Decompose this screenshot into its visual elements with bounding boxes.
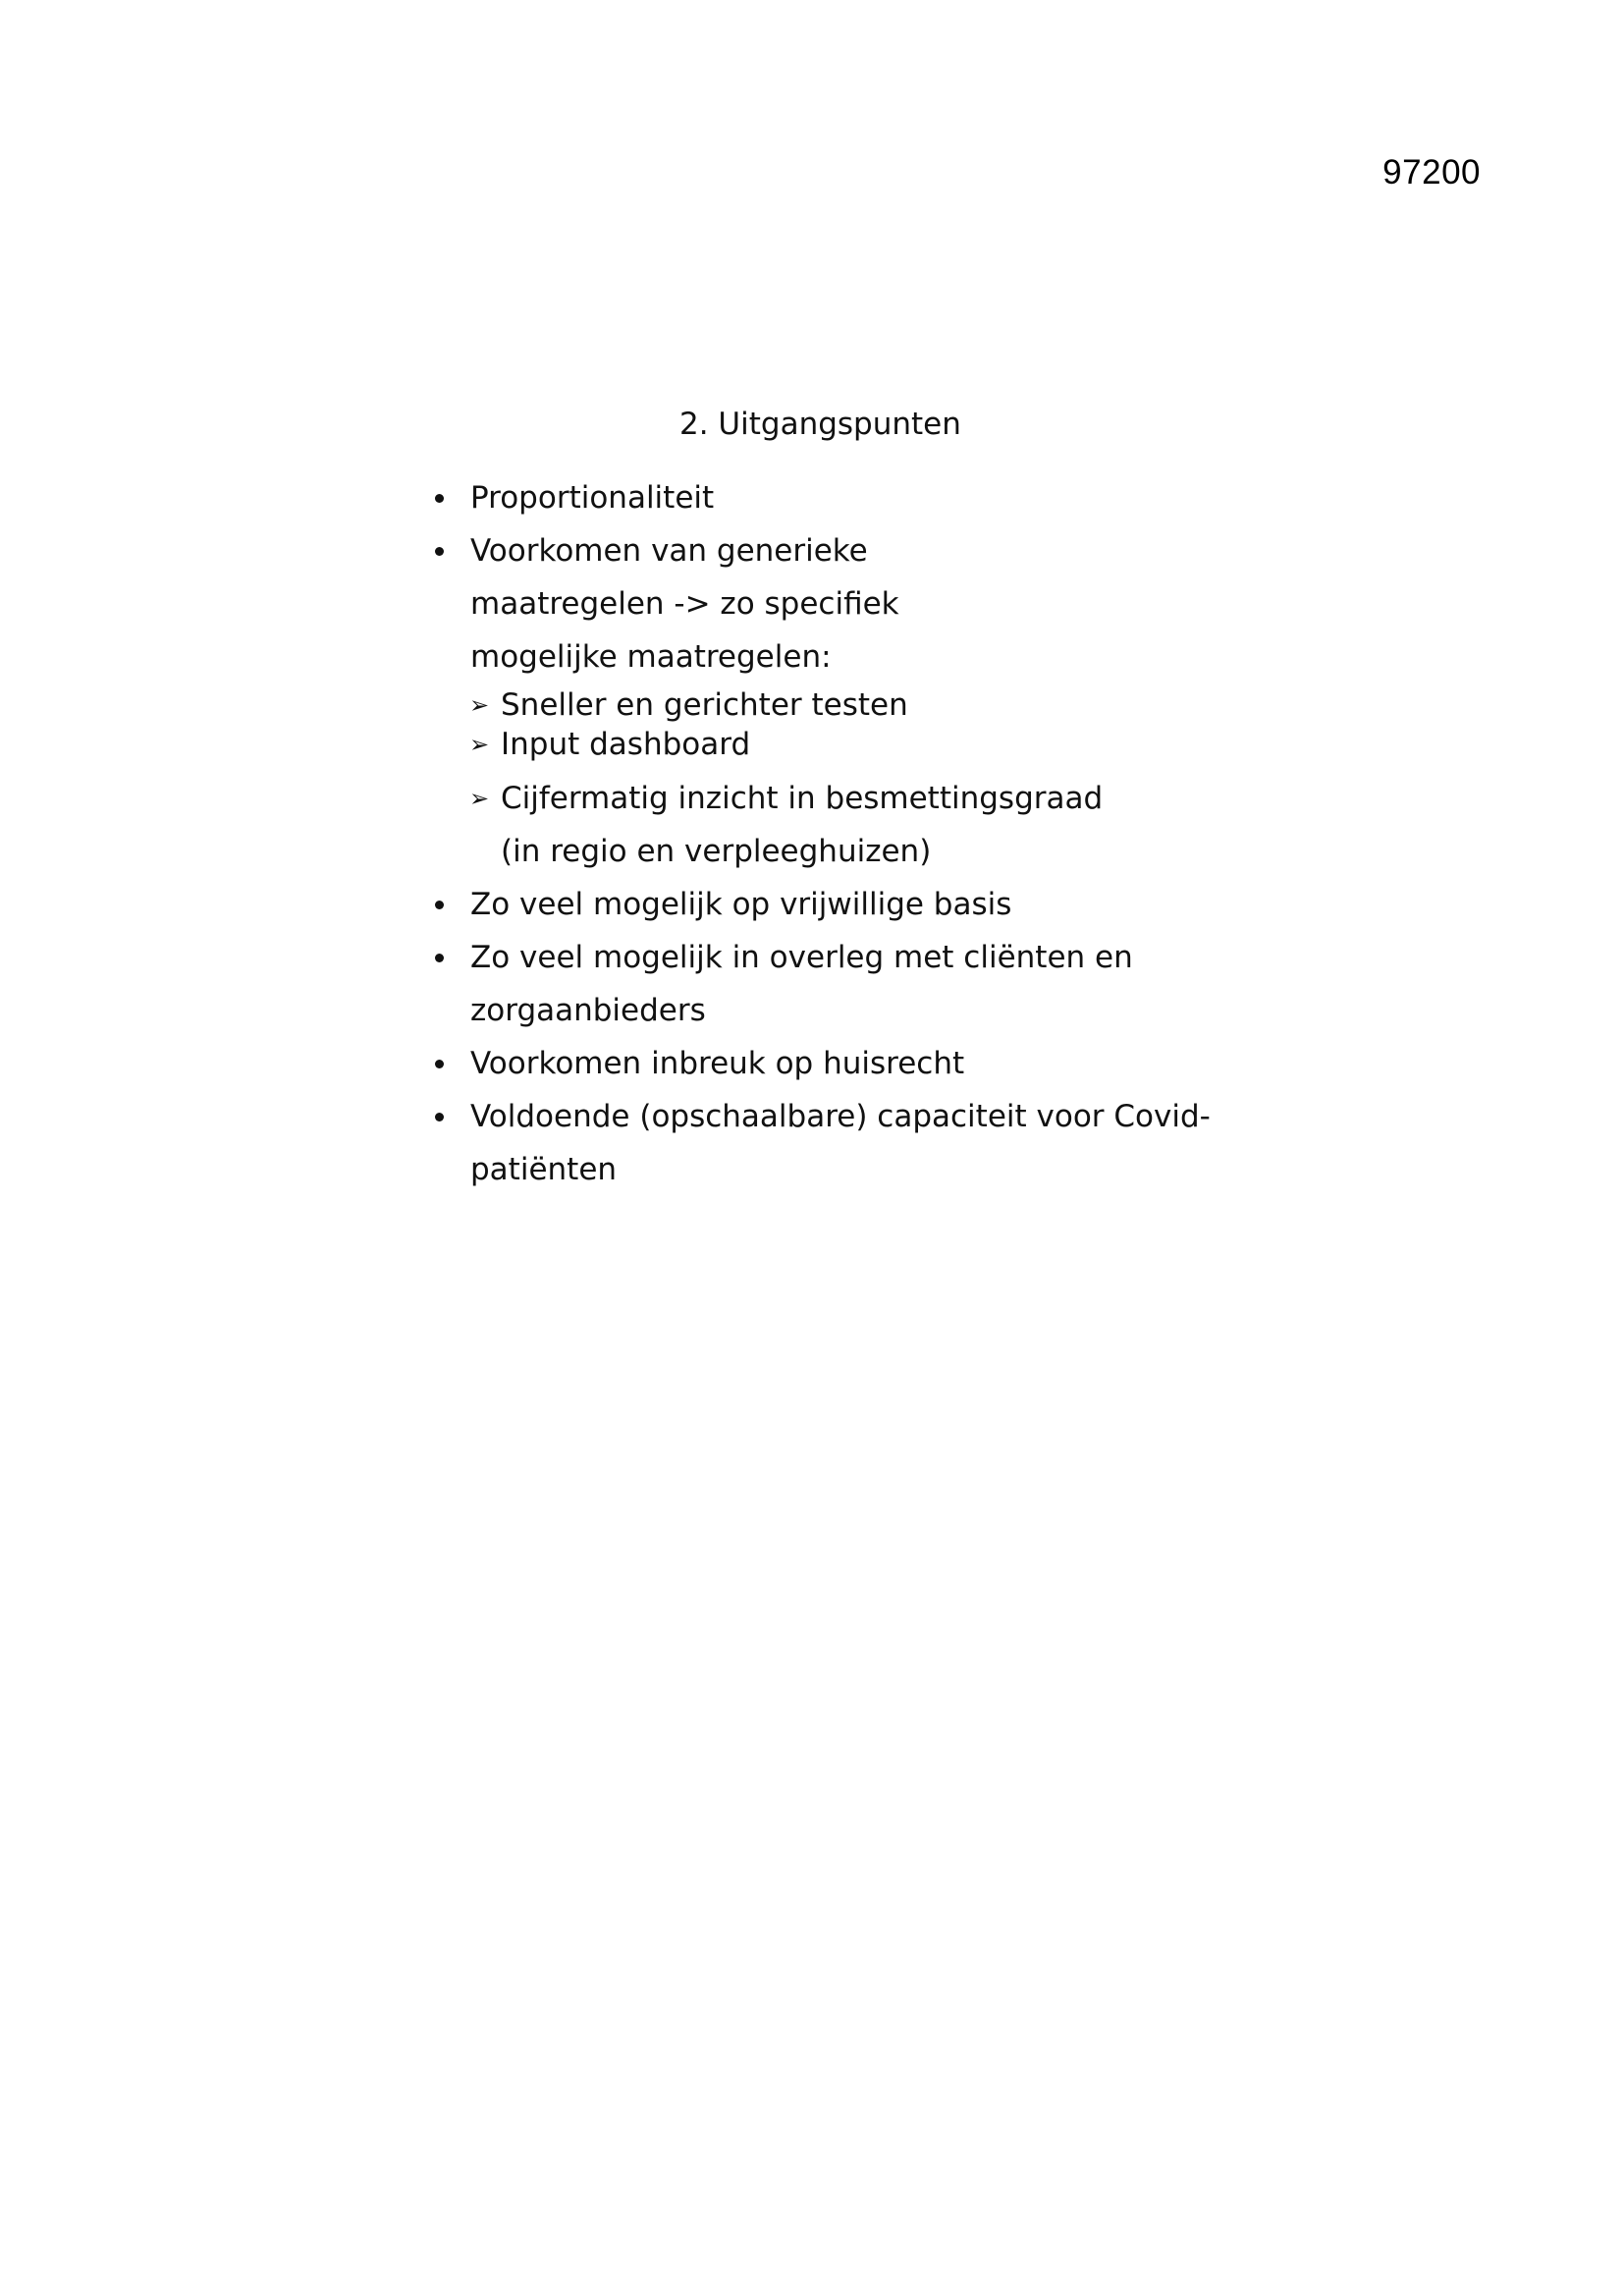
list-item-text: Voorkomen inbreuk op huisrecht — [470, 1046, 965, 1081]
sub-item-text: Input dashboard — [501, 727, 751, 762]
arrow-bullet-icon: ➢ — [469, 731, 490, 758]
sub-item-text: Sneller en gerichter testen — [501, 687, 908, 723]
sub-list-item — [424, 725, 1229, 764]
list-item-text: Voorkomen van generieke maatregelen -> zo specifiek mogelijke maatregelen: — [470, 533, 899, 675]
section-title: 2. Uitgangspunten — [679, 407, 961, 442]
bullet-icon — [435, 954, 444, 962]
bullet-icon — [435, 1060, 444, 1068]
list-item-text: Zo veel mogelijk in overleg met cliënten en zorgaanbieders — [470, 940, 1133, 1028]
arrow-bullet-icon: ➢ — [469, 785, 490, 812]
bullet-list-secondary — [424, 878, 1229, 1196]
sub-item-text: Cijfermatig inzicht in besmettingsgraad (in regio en verpleeghuizen) — [501, 781, 1104, 869]
bullet-icon — [435, 901, 444, 909]
list-item — [424, 471, 1229, 524]
bullet-icon — [435, 1113, 444, 1121]
list-item-text: Proportionaliteit — [470, 480, 715, 516]
bullet-icon — [435, 547, 444, 556]
list-item — [424, 1090, 1236, 1196]
list-item — [424, 931, 1158, 1037]
list-item-text: Zo veel mogelijk op vrijwillige basis — [470, 887, 1012, 922]
arrow-bullet-icon: ➢ — [469, 691, 490, 719]
bullet-icon — [435, 494, 444, 503]
bullet-list-primary — [424, 471, 1229, 878]
list-item — [424, 524, 1104, 878]
list-item — [424, 1037, 1229, 1090]
sub-list-item — [424, 772, 1129, 878]
list-item — [424, 878, 1229, 931]
sub-list — [424, 685, 1229, 878]
page-number: 97200 — [1382, 153, 1481, 191]
sub-list-item — [424, 685, 1229, 725]
list-item-text: Voldoende (opschaalbare) capaciteit voor Covid-patiënten — [470, 1099, 1211, 1187]
